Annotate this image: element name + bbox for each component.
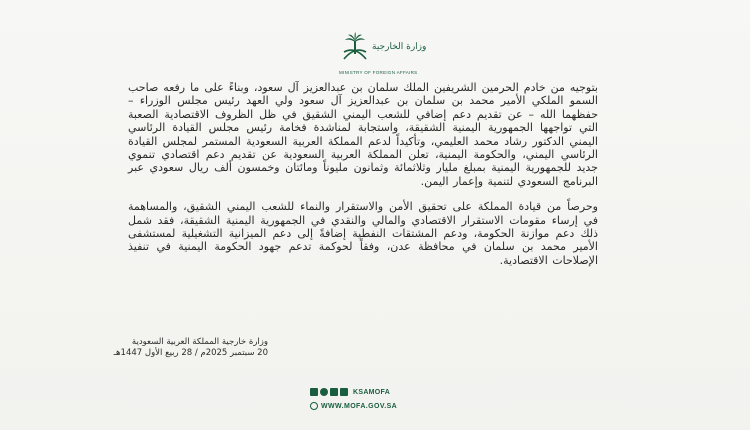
paragraph-1: بتوجيه من خادم الحرمين الشريفين الملك سلمان بن عبدالعزيز آل سعود، وبناءً على ما رفعه صاحب السمو الملكي الأمير محمد بن سلمان بن عبدالعزيز آل سعود ولي العهد رئيس مجلس الوزراء – حفظهما الله – عن تقديم دعم إضافي للشعب اليمني الشقيق في ظل الظروف الاقتصادية الصعبة التي تواجهها الجمهورية اليمنية الشقيقة، واستجابة لمناشدة فخامة رئيس مجلس القيادة الرئاسي اليمني الدكتور رشاد محمد العليمي، وتأكيداً لدعم المملكة العربية السعودية المستمر لمجلس القيادة الرئاسي اليمني، والحكومة اليمنية، تعلن المملكة العربية السعودية عن تقديم دعم اقتصادي تنموي جديد للجمهورية اليمنية بمبلغ مليار وثلاثمائة وثمانون مليوناً ومائتان وخمسون ألف ريال سعودي عبر البرنامج السعودي لتنمية وإعمار اليمن.	[128, 81, 598, 188]
social-links	[310, 386, 390, 398]
signature-date: 20 سبتمبر 2025م / 28 ربيع الأول 1447هـ	[113, 348, 268, 358]
signature-block	[114, 337, 268, 359]
globe-icon	[310, 402, 318, 410]
website-link[interactable]	[310, 400, 397, 412]
youtube-icon[interactable]	[330, 388, 338, 396]
ministry-name-en: MINISTRY OF FOREIGN AFFAIRS	[339, 70, 418, 75]
ministry-name-ar: وزارة الخارجية	[372, 42, 427, 52]
instagram-icon[interactable]	[320, 388, 328, 396]
snapchat-icon[interactable]	[310, 388, 318, 396]
website-url[interactable]: WWW.MOFA.GOV.SA	[321, 402, 398, 410]
x-icon[interactable]	[340, 388, 348, 396]
footer	[0, 386, 750, 416]
signature-issuer: وزارة خارجية المملكة العربية السعودية	[131, 337, 268, 347]
paragraph-2: وحرصاً من قيادة المملكة على تحقيق الأمن والاستقرار والنماء للشعب اليمني الشقيق، والمساهمة في إرساء مقومات الاستقرار الاقتصادي والمالي والنقدي في الجمهورية اليمنية الشقيقة، فقد شمل ذلك دعم موازنة الحكومة، ودعم المشتقات النفطية إضافةً إلى دعم الميزانية التشغيلية لمستشفى الأمير محمد بن سلمان في محافظة عدن، وفقاً لحوكمة تدعم جهود الحكومة اليمنية في تنفيذ الإصلاحات الاقتصادية.	[128, 200, 598, 267]
saudi-emblem-icon	[341, 32, 369, 62]
social-handle[interactable]: KSAMOFA	[353, 388, 391, 396]
statement-body	[128, 81, 598, 277]
